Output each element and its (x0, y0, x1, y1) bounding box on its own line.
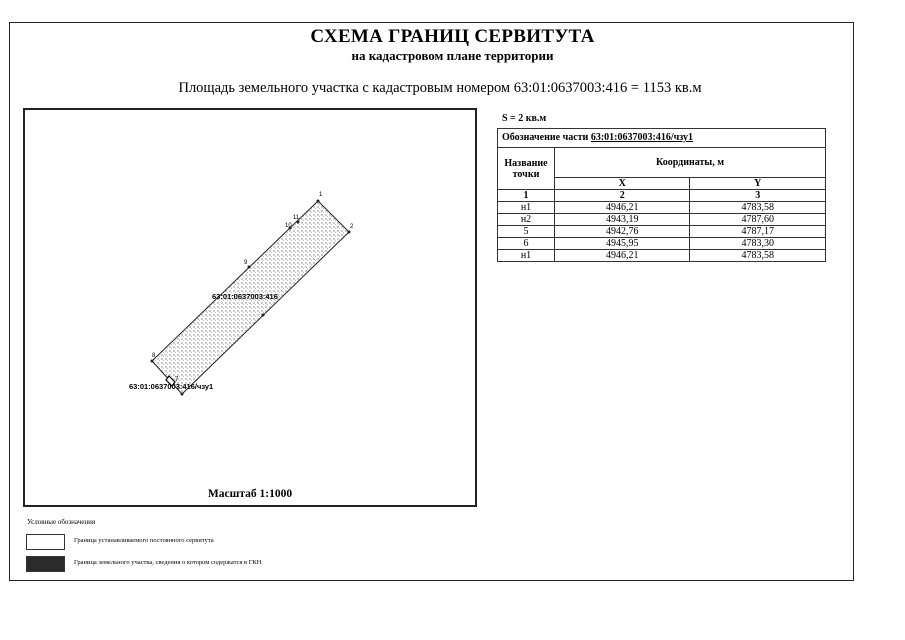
point-label-2: 2 (350, 224, 354, 230)
servitude-cadastral-label: 63:01:0637003:416/чзу1 (129, 382, 214, 391)
point-name: н1 (498, 202, 555, 214)
legend-text-servitude: Граница устанавливаемого постоянного сервитута (74, 537, 214, 544)
table-row (498, 238, 826, 250)
point-x: 4946,21 (555, 202, 690, 214)
servitude-area: S = 2 кв.м (502, 113, 547, 124)
point-label-9: 9 (244, 260, 248, 266)
point-x: 4943,19 (555, 214, 690, 226)
table-row (498, 214, 826, 226)
point-label-8: 8 (152, 353, 156, 359)
point-x: 4946,21 (555, 250, 690, 262)
point-label-10: 10 (285, 223, 292, 229)
col-header-name: Название точки (498, 148, 555, 190)
part-id: 63:01:0637003:416/чзу1 (590, 132, 694, 143)
area-statement: Площадь земельного участка с кадастровым номером 63:01:0637003:416 = 1153 кв.м (178, 80, 702, 96)
point-y: 4783,58 (690, 250, 826, 262)
point-x: 4945,95 (555, 238, 690, 250)
table-row (498, 250, 826, 262)
point-y: 4787,60 (690, 214, 826, 226)
legend-text-parcel: Граница земельного участка, сведения о котором содержатся в ГКН (74, 559, 262, 566)
table-row (498, 226, 826, 238)
point-y: 4783,58 (690, 202, 826, 214)
num-cell: 1 (498, 190, 555, 202)
legend-swatch-servitude (26, 534, 65, 550)
num-cell: 2 (555, 190, 690, 202)
part-designation-cell (498, 129, 826, 148)
col-header-x: X (555, 178, 690, 190)
coordinates-table (497, 128, 826, 262)
point-name: н2 (498, 214, 555, 226)
point-label-1: 1 (319, 192, 323, 198)
point-x: 4942,76 (555, 226, 690, 238)
col-header-y: Y (690, 178, 826, 190)
num-cell: 3 (690, 190, 826, 202)
part-prefix: Обозначение части (502, 132, 591, 143)
page-subtitle: на кадастровом плане территории (351, 48, 554, 63)
legend-title: Условные обозначения (27, 518, 96, 526)
map-scale: Масштаб 1:1000 (207, 488, 293, 500)
point-name: 6 (498, 238, 555, 250)
parcel-cadastral-label: 63:01:0637003:416 (212, 292, 278, 301)
point-label-7: 7 (175, 377, 179, 383)
point-y: 4787,17 (690, 226, 826, 238)
cadastral-map (23, 108, 477, 507)
col-header-coords: Координаты, м (555, 148, 826, 178)
legend-swatch-parcel (26, 556, 65, 572)
page-title: СХЕМА ГРАНИЦ СЕРВИТУТА (310, 26, 595, 47)
table-row (498, 202, 826, 214)
map-drawing (25, 110, 475, 505)
point-label-11: 11 (293, 215, 300, 221)
point-name: 5 (498, 226, 555, 238)
point-y: 4783,30 (690, 238, 826, 250)
point-name: н1 (498, 250, 555, 262)
